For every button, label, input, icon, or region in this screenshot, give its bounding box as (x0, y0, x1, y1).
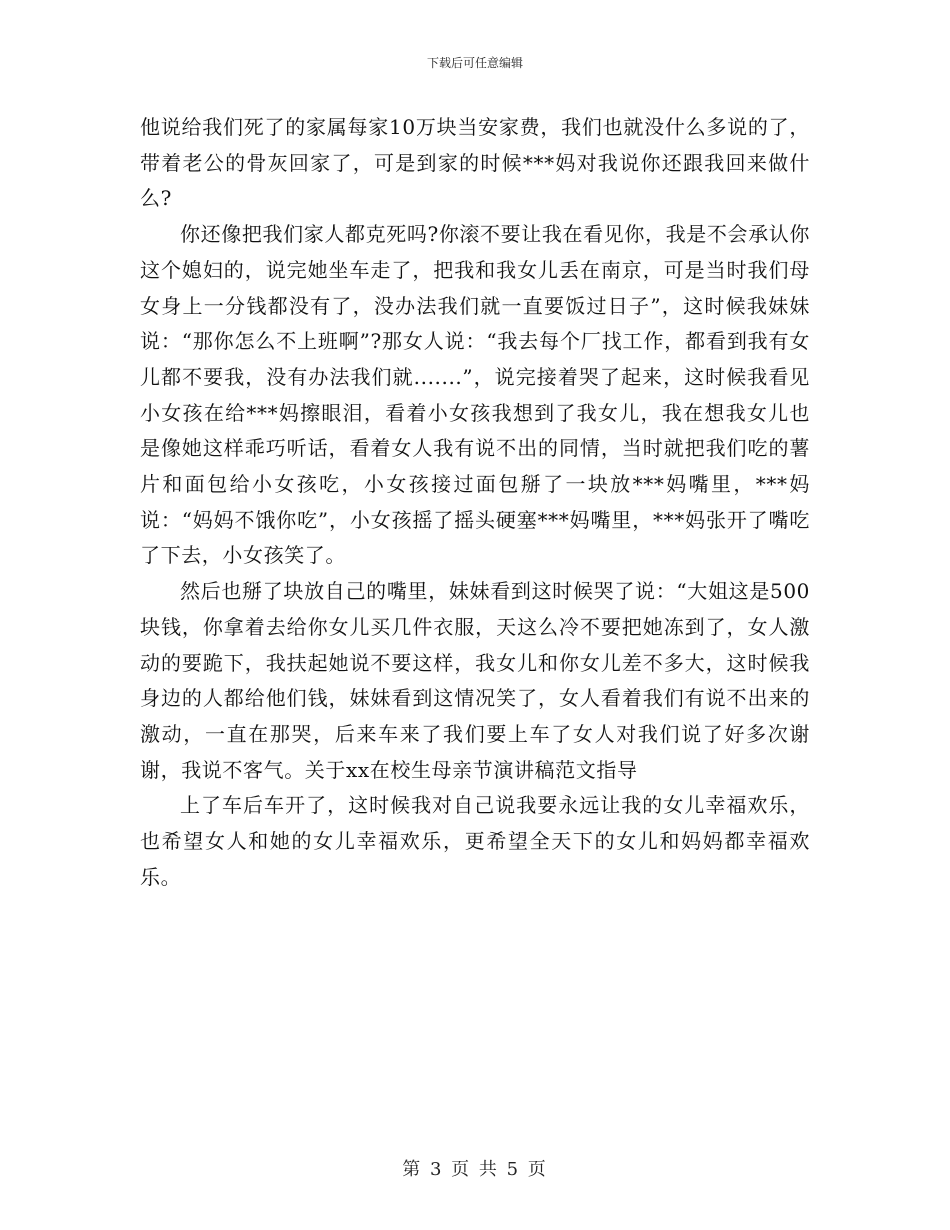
paragraph-4: 上了车后车开了，这时候我对自己说我要永远让我的女儿幸福欢乐，也希望女人和她的女儿幸福欢乐，更希望全天下的女儿和妈妈都幸福欢乐。 (140, 793, 810, 889)
document-body (140, 110, 810, 895)
paragraph-1: 他说给我们死了的家属每家10万块当安家费，我们也就没什么多说的了，带着老公的骨灰回家了，可是到家的时候***妈对我说你还跟我回来做什么? (140, 115, 810, 211)
page-number: 第 3 页 共 5 页 (402, 1159, 548, 1180)
paragraph-3: 然后也掰了块放自己的嘴里，妹妹看到这时候哭了说：“大姐这是500块钱，你拿着去给你女儿买几件衣服，天这么冷不要把她冻到了，女人激动的要跪下，我扶起她说不要这样，我女儿和你女儿差不多大，这时候我身边的人都给他们钱，妹妹看到这情况笑了，女人看着我们有说不出来的激动，一直在那哭，后来车来了我们要上车了女人对我们说了好多次谢谢，我说不客气。关于xx在校生母亲节演讲稿范文指导 (140, 579, 810, 782)
paragraph-2: 你还像把我们家人都克死吗?你滚不要让我在看见你，我是不会承认你这个媳妇的，说完她坐车走了，把我和我女儿丢在南京，可是当时我们母女身上一分钱都没有了，没办法我们就一直要饭过日子”，这时候我妹妹说：“那你怎么不上班啊”?那女人说：“我去每个厂找工作，都看到我有女儿都不要我，没有办法我们就.......”，说完接着哭了起来，这时候我看见小女孩在给***妈擦眼泪，看着小女孩我想到了我女儿，我在想我女儿也是像她这样乖巧听话，看着女人我有说不出的同情，当时就把我们吃的薯片和面包给小女孩吃，小女孩接过面包掰了一块放***妈嘴里，***妈说：“妈妈不饿你吃”，小女孩摇了摇头硬塞***妈嘴里，***妈张开了嘴吃了下去，小女孩笑了。 (140, 222, 810, 568)
page-header-note: 下载后可任意编辑 (426, 56, 523, 70)
